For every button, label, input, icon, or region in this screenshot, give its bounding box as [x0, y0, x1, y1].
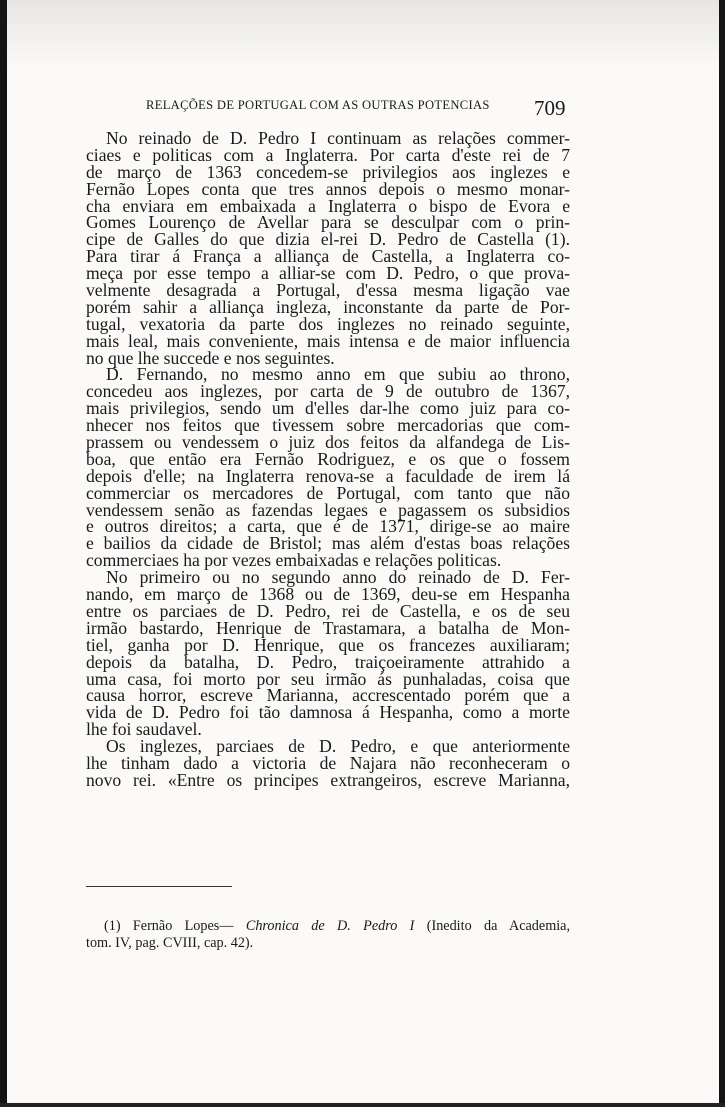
- running-title: RELAÇÕES DE PORTUGAL COM AS OUTRAS POTENCIAS: [146, 98, 490, 112]
- footnote-author: (1) Fernão Lopes—: [104, 918, 234, 934]
- text-line: Os inglezes, parciaes de D. Pedro, e que anteriormente: [106, 736, 570, 757]
- text-line: novo rei. «Entre os principes extrangeiros, escreve Marianna,: [86, 769, 570, 790]
- text-line: de março de 1363 concedem-se privilegios aos inglezes e: [86, 161, 570, 182]
- text-line: vida de D. Pedro foi tão damnosa á Hespanha, como a morte: [86, 702, 570, 723]
- text-line: causa horror, escreve Marianna, accrescentado porém que a: [86, 685, 570, 706]
- scan-edge-left: [0, 0, 7, 1107]
- text-line: nando, em março de 1368 ou de 1369, deu-se em Hespanha: [86, 584, 570, 605]
- text-line: depois d'elle; na Inglaterra renova-se a faculdade de irem lá: [86, 465, 570, 486]
- text-line: cha enviara em embaixada a Inglaterra o bispo de Evora e: [86, 195, 570, 216]
- scan-edge-right: [719, 0, 725, 1107]
- text-line: concedeu aos inglezes, por carta de 9 de outubro de 1367,: [86, 381, 570, 402]
- text-line: No reinado de D. Pedro I continuam as relações commer-: [106, 128, 570, 148]
- footnote-line: [86, 918, 570, 935]
- scan-shadow-top: [7, 0, 719, 70]
- text-line: prassem ou vendessem o juiz dos feitos da alfandega de Lis-: [86, 432, 570, 453]
- text-line: lhe tinham dado a victoria de Najara não reconheceram o: [86, 752, 570, 773]
- text-line: tiel, ganha por D. Henrique, que os francezes auxiliaram;: [86, 634, 570, 655]
- text-line: e bailios da cidade de Bristol; mas além d'estas boas relações: [86, 533, 570, 554]
- text-line: boa, que então era Fernão Rodriguez, e os que o fossem: [86, 448, 570, 469]
- body-text: [86, 130, 570, 789]
- text-line: no que lhe succede e nos seguintes.: [86, 347, 335, 368]
- text-line: e outros direitos; a carta, que é de 1371, dirige-se ao maire: [86, 516, 570, 537]
- text-line: porém sahir a alliança ingleza, inconstante da parte de Por-: [86, 296, 570, 317]
- text-line: uma casa, foi morto por seu irmão ás punhaladas, coisa que: [86, 668, 570, 689]
- text-line: D. Fernando, no mesmo anno em que subiu ao throno,: [106, 364, 570, 385]
- text-line: mais leal, mais conveniente, mais intensa e de maior influencia: [86, 330, 570, 351]
- text-line: No primeiro ou no segundo anno do reinado de D. Fer-: [106, 567, 570, 588]
- text-line: commerciaes ha por vezes embaixadas e relações politicas.: [86, 550, 502, 571]
- footnote-source: (Inedito da Academia,: [426, 918, 571, 934]
- text-line: entre os parciaes de D. Pedro, rei de Castella, e os de seu: [86, 600, 570, 621]
- text-line: vendessem senão as fazendas legaes e pagassem os subsidios: [86, 499, 570, 520]
- text-line: ciaes e politicas com a Inglaterra. Por carta d'este rei de 7: [86, 144, 570, 165]
- text-line: lhe foi saudavel.: [86, 719, 202, 740]
- page-number: 709: [534, 96, 566, 120]
- text-line: depois da batalha, D. Pedro, traiçoeiramente attrahido a: [86, 651, 570, 672]
- text-line: velmente desagrada a Portugal, d'essa mesma ligação vae: [86, 280, 570, 301]
- text-line: nhecer nos feitos que tivessem sobre mercadorias que com-: [86, 415, 570, 436]
- text-line: Para tirar á França a alliança de Castella, a Inglaterra co-: [86, 246, 570, 267]
- text-line: Gomes Lourenço de Avellar para se desculpar com o prin-: [86, 212, 570, 233]
- footnote-divider: [86, 886, 232, 887]
- text-line: mais privilegios, sendo um d'elles dar-lhe como juiz para co-: [86, 398, 570, 419]
- text-line: meça por esse tempo a alliar-se com D. Pedro, o que prova-: [86, 263, 570, 284]
- text-line: tugal, vexatoria da parte dos inglezes no reinado seguinte,: [86, 313, 570, 334]
- footnote-title: Chronica de D. Pedro I: [245, 918, 415, 934]
- text-line: Fernão Lopes conta que tres annos depois o mesmo monar-: [86, 178, 570, 199]
- scan-edge-bottom: [0, 1103, 725, 1107]
- footnote-line: tom. IV, pag. CVIII, cap. 42).: [86, 935, 254, 951]
- text-line: commerciar os mercadores de Portugal, com tanto que não: [86, 482, 570, 503]
- text-line: irmão bastardo, Henrique de Trastamara, a batalha de Mon-: [86, 617, 570, 638]
- text-line: cipe de Galles do que dizia el-rei D. Pedro de Castella (1).: [86, 229, 570, 250]
- footnote: [86, 918, 570, 952]
